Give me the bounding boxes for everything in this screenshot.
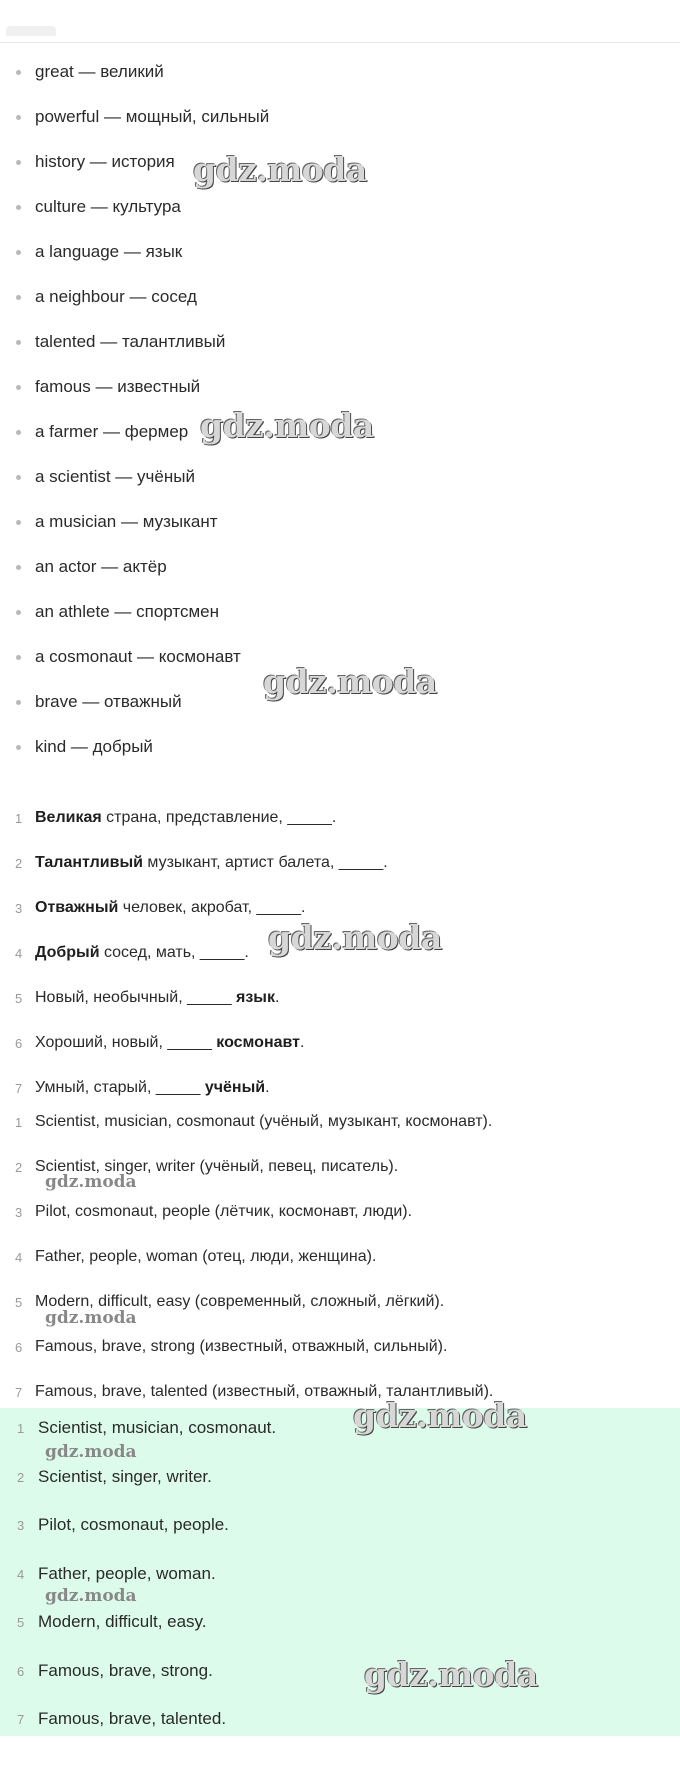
item-number: 1 bbox=[15, 1115, 23, 1130]
bullet-icon bbox=[16, 610, 21, 615]
list-item: famous — известный bbox=[0, 377, 680, 422]
list-item: history — история bbox=[0, 152, 680, 197]
highlight-word: Великая bbox=[35, 809, 102, 826]
watermark: gdz.moda bbox=[45, 1586, 137, 1606]
watermark: gdz.moda bbox=[268, 918, 442, 957]
bullet-icon bbox=[16, 655, 21, 660]
item-number: 6 bbox=[15, 1340, 23, 1355]
item-number: 1 bbox=[15, 811, 23, 826]
watermark: gdz.moda bbox=[263, 662, 437, 701]
list-item: 1 Scientist, musician, cosmonaut (учёный, музыкант, космонавт). bbox=[0, 1112, 680, 1157]
list-item: 6 Famous, brave, strong (известный, отважный, сильный). bbox=[0, 1337, 680, 1382]
list-item: powerful — мощный, сильный bbox=[0, 107, 680, 152]
bullet-icon bbox=[16, 745, 21, 750]
watermark: gdz.moda bbox=[193, 150, 367, 189]
answer-item: 7 Famous, brave, talented. bbox=[17, 1709, 227, 1728]
list-item: a language — язык bbox=[0, 242, 680, 287]
item-number: 6 bbox=[15, 1036, 23, 1051]
item-number: 3 bbox=[15, 1205, 23, 1220]
item-number: 2 bbox=[15, 1160, 23, 1175]
bullet-icon bbox=[16, 565, 21, 570]
list-item: an athlete — спортсмен bbox=[0, 602, 680, 647]
item-number: 7 bbox=[15, 1385, 23, 1400]
item-number: 4 bbox=[17, 1566, 25, 1582]
watermark: gdz.moda bbox=[45, 1442, 137, 1462]
answer-item: 3 Pilot, cosmonaut, people. bbox=[17, 1515, 229, 1534]
item-number: 3 bbox=[17, 1518, 25, 1533]
list-item: 7 Famous, brave, talented (известный, отважный, талантливый). bbox=[0, 1382, 680, 1427]
highlight-word: Отважный bbox=[35, 899, 119, 916]
highlight-word: Талантливый bbox=[35, 854, 143, 871]
highlight-word: Добрый bbox=[35, 944, 100, 961]
list-item: 7 Умный, старый, _____ учёный. bbox=[0, 1078, 680, 1123]
list-item: a farmer — фермер bbox=[0, 422, 680, 467]
list-item: 5 Modern, difficult, easy (современный, сложный, лёгкий). bbox=[0, 1292, 680, 1337]
list-item: 3 Отважный человек, акробат, _____. bbox=[0, 898, 680, 943]
answer-item: 5 Modern, difficult, easy. bbox=[17, 1612, 207, 1631]
item-number: 2 bbox=[15, 856, 23, 871]
bullet-icon bbox=[16, 115, 21, 120]
list-item: talented — талантливый bbox=[0, 332, 680, 377]
list-item: a scientist — учёный bbox=[0, 467, 680, 512]
list-item: culture — культура bbox=[0, 197, 680, 242]
list-item: 3 Pilot, cosmonaut, people (лётчик, космонавт, люди). bbox=[0, 1202, 680, 1247]
list-item: 6 Хороший, новый, _____ космонавт. bbox=[0, 1033, 680, 1078]
answer-item: 1 Scientist, musician, cosmonaut. bbox=[17, 1418, 277, 1437]
item-number: 2 bbox=[17, 1469, 25, 1485]
exercise-a-list bbox=[0, 808, 680, 1123]
bullet-icon bbox=[16, 70, 21, 75]
list-item: kind — добрый bbox=[0, 737, 680, 782]
bullet-icon bbox=[16, 520, 21, 525]
list-item: 2 Scientist, singer, writer (учёный, певец, писатель). bbox=[0, 1157, 680, 1202]
item-number: 6 bbox=[17, 1663, 25, 1679]
item-number: 5 bbox=[17, 1615, 25, 1630]
tab-placeholder[interactable] bbox=[6, 26, 56, 36]
bullet-icon bbox=[16, 340, 21, 345]
item-number: 5 bbox=[15, 1295, 23, 1310]
list-item: 2 Талантливый музыкант, артист балета, _____. bbox=[0, 853, 680, 898]
highlight-word: язык bbox=[236, 989, 275, 1006]
list-item: brave — отважный bbox=[0, 692, 680, 737]
item-number: 4 bbox=[15, 946, 23, 961]
bullet-icon bbox=[16, 160, 21, 165]
watermark: gdz.moda bbox=[45, 1172, 137, 1192]
item-number: 7 bbox=[15, 1081, 23, 1096]
item-number: 5 bbox=[15, 991, 23, 1006]
highlight-word: учёный bbox=[204, 1079, 266, 1096]
list-item: 4 Father, people, woman (отец, люди, женщина). bbox=[0, 1247, 680, 1292]
bullet-icon bbox=[16, 295, 21, 300]
list-item: 4 Добрый сосед, мать, _____. bbox=[0, 943, 680, 988]
watermark: gdz.moda bbox=[353, 1396, 527, 1435]
list-item: a musician — музыкант bbox=[0, 512, 680, 557]
bullet-icon bbox=[16, 205, 21, 210]
item-number: 3 bbox=[15, 901, 23, 916]
bullet-icon bbox=[16, 385, 21, 390]
item-number: 4 bbox=[15, 1250, 23, 1265]
watermark: gdz.moda bbox=[364, 1655, 538, 1694]
list-item: 5 Новый, необычный, _____ язык. bbox=[0, 988, 680, 1033]
exercise-b-list bbox=[0, 1112, 680, 1427]
answer-item: 4 Father, people, woman. bbox=[17, 1563, 216, 1583]
answer-item: 2 Scientist, singer, writer. bbox=[17, 1466, 212, 1486]
list-item: a cosmonaut — космонавт bbox=[0, 647, 680, 692]
list-item: great — великий bbox=[0, 62, 680, 107]
bullet-icon bbox=[16, 700, 21, 705]
list-item: an actor — актёр bbox=[0, 557, 680, 602]
watermark: gdz.moda bbox=[45, 1308, 137, 1328]
list-item: a neighbour — сосед bbox=[0, 287, 680, 332]
bullet-icon bbox=[16, 430, 21, 435]
bullet-icon bbox=[16, 475, 21, 480]
top-bar bbox=[0, 0, 680, 43]
item-number: 7 bbox=[17, 1712, 25, 1727]
highlight-word: космонавт bbox=[216, 1034, 300, 1051]
watermark: gdz.moda bbox=[200, 406, 374, 445]
answer-item: 6 Famous, brave, strong. bbox=[17, 1660, 213, 1680]
item-number: 1 bbox=[17, 1421, 25, 1436]
list-item: 1 Великая страна, представление, _____. bbox=[0, 808, 680, 853]
bullet-icon bbox=[16, 250, 21, 255]
